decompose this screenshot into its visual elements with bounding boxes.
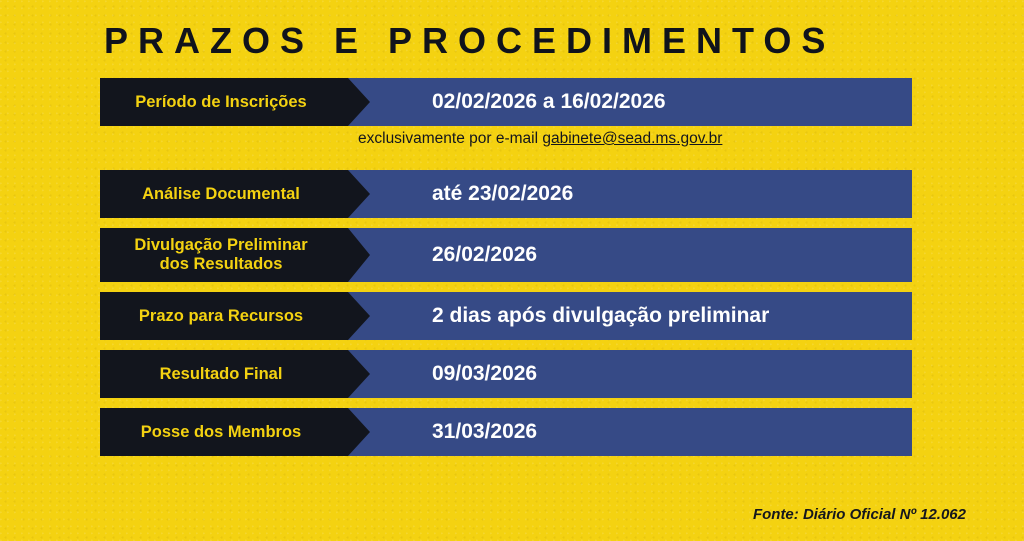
row-label-divulgacao <box>100 228 348 282</box>
row-label-text: Período de Inscrições <box>135 92 307 111</box>
table-row <box>100 170 912 218</box>
row-label-text: Prazo para Recursos <box>138 306 304 325</box>
table-row <box>100 350 912 398</box>
arrow-point-icon <box>348 292 370 340</box>
row-label-text-line1: Divulgação Preliminar <box>134 236 308 255</box>
page-title: PRAZOS E PROCEDIMENTOS <box>104 20 836 61</box>
row-label-analise <box>100 170 348 218</box>
row-label-text: Posse dos Membros <box>140 422 302 441</box>
table-row <box>100 292 912 340</box>
table-row <box>100 78 912 126</box>
email-note-text: exclusivamente por e-mail <box>358 130 539 147</box>
row-value-resultado-final: 09/03/2026 <box>348 350 912 398</box>
email-address-link[interactable]: gabinete@sead.ms.gov.br <box>542 130 723 147</box>
email-note <box>358 130 722 148</box>
row-value-posse: 31/03/2026 <box>348 408 912 456</box>
row-label-inscricoes <box>100 78 348 126</box>
arrow-point-icon <box>348 78 370 126</box>
arrow-point-icon <box>348 350 370 398</box>
table-row <box>100 228 912 282</box>
arrow-point-icon <box>348 408 370 456</box>
source-caption: Fonte: Diário Oficial Nº 12.062 <box>752 506 966 523</box>
row-value-divulgacao: 26/02/2026 <box>348 228 912 282</box>
row-value-inscricoes: 02/02/2026 a 16/02/2026 <box>348 78 912 126</box>
row-label-recursos <box>100 292 348 340</box>
row-label-resultado-final <box>100 350 348 398</box>
row-label-text: Resultado Final <box>159 364 283 383</box>
arrow-point-icon <box>348 170 370 218</box>
table-row <box>100 408 912 456</box>
row-label-text: Análise Documental <box>142 184 300 203</box>
row-label-text-line2: dos Resultados <box>159 255 283 273</box>
row-value-analise: até 23/02/2026 <box>348 170 912 218</box>
row-value-recursos: 2 dias após divulgação preliminar <box>348 292 912 340</box>
arrow-point-icon <box>348 228 370 282</box>
row-label-posse <box>100 408 348 456</box>
